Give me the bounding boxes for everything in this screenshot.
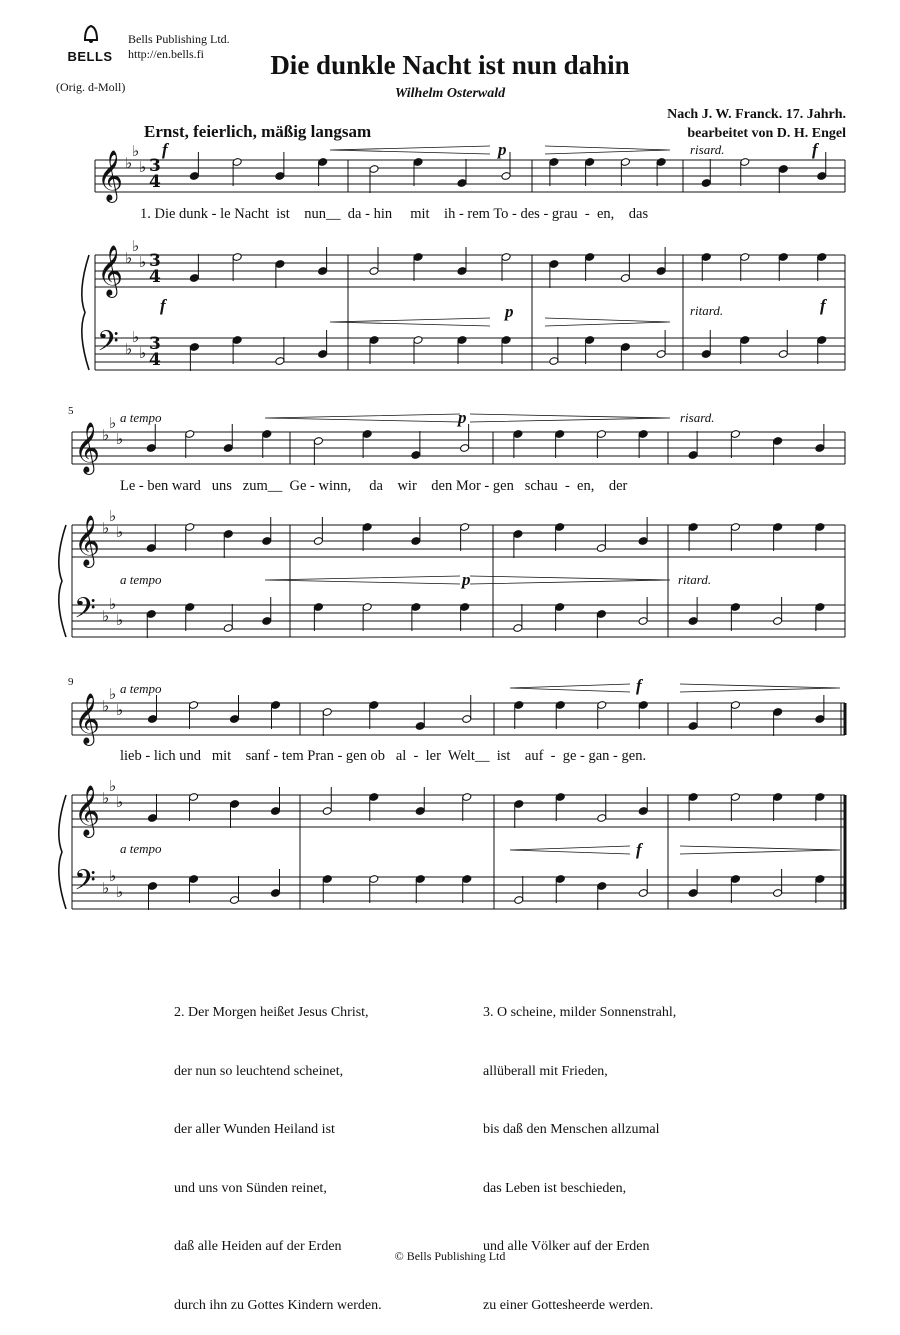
flat-icon: ♭ (109, 867, 117, 885)
flat-icon: ♭ (132, 328, 140, 346)
dynamic-p: p (458, 408, 467, 427)
treble-clef-icon: 𝄞 (74, 785, 101, 836)
crescendo-hairpin (265, 414, 460, 422)
flat-icon: ♭ (102, 879, 110, 897)
verse-line: durch ihn zu Gottes Kindern werden. (174, 1297, 382, 1313)
logo-text: BELLS (67, 49, 113, 64)
flat-icon: ♭ (102, 789, 110, 807)
flat-icon: ♭ (116, 430, 124, 448)
tempo-marking: Ernst, feierlich, mäßig langsam (144, 122, 372, 141)
decrescendo-hairpin (545, 318, 670, 326)
lyric-line-1: 1. Die dunk - le Nacht ist nun__ da - hin mit ih - rem To - des - grau - en, das (140, 206, 649, 222)
dynamic-p: p (498, 140, 507, 159)
flat-icon: ♭ (109, 777, 117, 795)
brace (59, 525, 66, 637)
verse-line: und uns von Sünden reinet, (174, 1180, 327, 1196)
verse-line: der aller Wunden Heiland ist (174, 1122, 335, 1137)
flat-icon: ♭ (116, 523, 124, 541)
dynamic-f: f (820, 296, 826, 315)
dynamic-f: f (812, 140, 818, 159)
crescendo-hairpin (330, 146, 490, 154)
verse-line: allüberall mit Frieden, (483, 1063, 608, 1079)
expression-a-tempo: a tempo (120, 572, 162, 587)
expression-a-tempo: a tempo (120, 841, 162, 856)
flat-icon: ♭ (125, 249, 133, 267)
lyric-line-2: Le - ben ward uns zum__ Ge - winn, da wir den Mor - gen schau - en, der (120, 478, 628, 494)
flat-icon: ♭ (102, 607, 110, 625)
flat-icon: ♭ (125, 340, 133, 358)
decrescendo-hairpin (470, 414, 670, 422)
flat-icon: ♭ (109, 507, 117, 525)
flat-icon: ♭ (132, 142, 140, 160)
copyright-footer: © Bells Publishing Ltd (394, 1249, 506, 1263)
lyric-line-3: lieb - lich und mit sanf - tem Pran - gen ob al - ler Welt__ ist auf - ge - gan - gen. (120, 748, 647, 764)
flat-icon: ♭ (139, 344, 147, 362)
flat-icon: ♭ (116, 883, 124, 901)
time-signature: 4 (149, 350, 161, 370)
decrescendo-hairpin (470, 576, 670, 584)
page-title: Die dunkle Nacht ist nun dahin (270, 50, 630, 80)
measure-number-9: 9 (68, 676, 74, 688)
verse-2 (174, 964, 382, 1335)
brace (82, 255, 89, 370)
expression-a-tempo: a tempo (120, 410, 162, 425)
dynamic-f: f (636, 840, 642, 859)
verse-3 (483, 964, 676, 1335)
flat-icon: ♭ (102, 426, 110, 444)
flat-icon: ♭ (139, 158, 147, 176)
verse-line: der nun so leuchtend scheinet, (174, 1063, 344, 1079)
flat-icon: ♭ (109, 595, 117, 613)
flat-icon: ♭ (132, 237, 140, 255)
expression-risard: risard. (690, 142, 725, 157)
composer-credit-2: bearbeitet von D. H. Engel (687, 126, 846, 141)
verse-line: zu einer Gottesheerde werden. (483, 1297, 654, 1313)
bass-clef-icon: 𝄢 (74, 592, 96, 632)
dynamic-f: f (636, 676, 642, 695)
dynamic-p: p (462, 570, 471, 589)
crescendo-hairpin (330, 318, 490, 326)
treble-clef-icon: 𝄞 (97, 245, 124, 296)
dynamic-f: f (162, 140, 168, 159)
treble-clef-icon: 𝄞 (74, 693, 101, 744)
time-signature: 4 (149, 172, 161, 192)
decrescendo-hairpin (680, 684, 840, 692)
brace (59, 795, 66, 909)
verse-line: 3. O scheine, milder Sonnenstrahl, (483, 1005, 677, 1020)
expression-ritard: ritard. (678, 572, 712, 587)
crescendo-hairpin (265, 576, 460, 584)
verse-line: daß alle Heiden auf der Erden (174, 1239, 342, 1254)
time-signature: 3 (149, 251, 161, 271)
decrescendo-hairpin (680, 846, 840, 854)
composer-credit-1: Nach J. W. Franck. 17. Jahrh. (667, 107, 846, 122)
flat-icon: ♭ (116, 793, 124, 811)
expression-a-tempo: a tempo (120, 681, 162, 696)
publisher-name: Bells Publishing Ltd. (128, 32, 230, 46)
treble-clef-icon: 𝄞 (97, 150, 124, 201)
crescendo-hairpin (510, 846, 630, 854)
treble-clef-icon: 𝄞 (74, 422, 101, 473)
flat-icon: ♭ (139, 253, 147, 271)
time-signature: 4 (149, 267, 161, 287)
flat-icon: ♭ (102, 519, 110, 537)
flat-icon: ♭ (116, 701, 124, 719)
bass-clef-icon: 𝄢 (74, 864, 96, 904)
verse-line: und alle Völker auf der Erden (483, 1239, 650, 1254)
verse-line: 2. Der Morgen heißet Jesus Christ, (174, 1005, 369, 1020)
flat-icon: ♭ (109, 685, 117, 703)
decrescendo-hairpin (545, 146, 670, 154)
measure-number-5: 5 (68, 405, 74, 417)
dynamic-f: f (160, 296, 166, 315)
crescendo-hairpin (510, 684, 630, 692)
flat-icon: ♭ (109, 414, 117, 432)
treble-clef-icon: 𝄞 (74, 515, 101, 566)
flat-icon: ♭ (102, 697, 110, 715)
poet: Wilhelm Osterwald (394, 86, 506, 101)
expression-risard: risard. (680, 410, 715, 425)
original-key-note: (Orig. d-Moll) (56, 80, 126, 94)
verse-line: das Leben ist beschieden, (483, 1180, 627, 1196)
time-signature: 3 (149, 156, 161, 176)
expression-ritard: ritard. (690, 303, 724, 318)
flat-icon: ♭ (116, 611, 124, 629)
time-signature: 3 (149, 334, 161, 354)
bass-clef-icon: 𝄢 (97, 325, 119, 365)
flat-icon: ♭ (125, 154, 133, 172)
dynamic-p: p (505, 302, 514, 321)
publisher-url[interactable]: http://en.bells.fi (128, 47, 204, 61)
verse-line: bis daß den Menschen allzumal (483, 1122, 660, 1137)
